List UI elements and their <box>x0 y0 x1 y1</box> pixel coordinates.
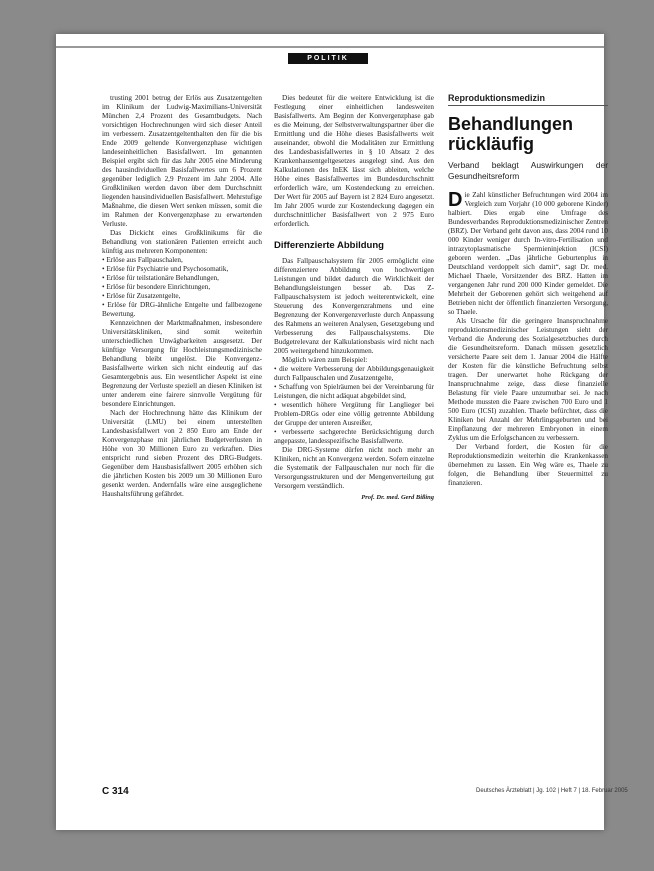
bullet-item: • verbesserte sachgerechte Berücksichtigung durch angepasste, landesspezifische Basisfallwerte. <box>274 428 434 445</box>
drop-cap: D <box>448 189 463 211</box>
bullet-item: • Erlöse für Zusatzentgelte, <box>102 292 181 300</box>
paragraph: Dies bedeutet für die weitere Entwicklung ist die Festlegung einer einheitlichen landesweiten Basisfallwerts. Am Beginn der Konvergenzphase gab es die Meinung, der Selbstverwaltungspartner über die Ermittlung und die Höhe dieses Basisfallwerts weit auseinander, obwohl die Modalitäten zur Ermittlung des Landesbasisfallwertes in § 10 Absatz 2 des Krankenhausentgeltgesetzes ausgelegt sind. Aus den Kalkulationen des InEK lässt sich ableiten, welche Höhe eines Basisfallwertes im Bundesdurchschnitt erforderlich wäre, um Kostendeckung zu erreichen. Der Wert für 2005 auf Bayern ist 2 824 Euro angesetzt. Im Jahr 2005 wurde zur Kostendeckung dagegen ein durchschnittlicher Basisfallwert von 2 975 Euro erforderlich. <box>274 94 434 228</box>
article-kicker: Reproduktionsmedizin <box>448 94 608 106</box>
bullet-item: • Erlöse aus Fallpauschalen, <box>102 256 183 264</box>
author-signature: Prof. Dr. med. Gerd Bißing <box>361 494 434 501</box>
column-2 <box>274 94 434 794</box>
article-deck: Verband beklagt Auswirkungen der Gesundheitsreform <box>448 160 608 181</box>
bullet-item: • Erlöse für besondere Einrichtungen, <box>102 283 211 291</box>
paragraph: Das Fallpauschalsystem für 2005 ermöglicht eine differenziertere Abbildung von hochwertigen Leistungen und bildet dadurch die Wirklichkeit der Behandlungsleistungen besser ab. Das Z-Fallpauschalsystem ist jedoch weiterentwickelt, eine Steuerung des Konvergenzrahmens und eine Begrenzung der Konvergenzverluste durch Anpassung des Rahmens an weiteren Analysen, Gesetzgebung und Verbesserung des Fallpauschalsystems. Die Budgetrelevanz der Kalkulationsbasis wird nicht nach 2005 weitergehend hinzukommen. <box>274 257 434 355</box>
top-rule <box>56 46 604 48</box>
column-3 <box>448 94 608 794</box>
column-1 <box>102 94 262 784</box>
bullet-item: • Erlöse für Psychiatrie und Psychosomatik, <box>102 265 229 273</box>
bullet-item: • Erlöse für DRG-ähnliche Entgelte und fallbezogene Bewertung. <box>102 301 262 318</box>
paragraph: Die DRG-Systeme dürfen nicht noch mehr an Kliniken, nicht an Konvergenz werden. Sofern einzelne die Systematik der Fallpauschalen nur noch für die Versorgungsstrukturen und der Mengenverteilung gut Versorgern verständlich. <box>274 446 434 490</box>
journal-page <box>56 34 628 830</box>
bullet-item: • die weitere Verbesserung der Abbildungsgenauigkeit durch Fallpauschalen und Zusatzentgelte, <box>274 365 434 382</box>
article-headline: Behandlungen rückläufig <box>448 114 573 154</box>
paragraph: Nach der Hochrechnung hätte das Klinikum der Universität (LMU) bei einem unterstellten Landesbasisfallwert von 2 850 Euro am Ende der Konvergenzphase mit jährlichen Budgetverlusten in Höhe von 30 Millionen Euro zu verkraften. Dies entspricht rund sieben Prozent des DRG-Budgets. Gegenüber dem Hausbasisfallwert 2005 erhöhen sich die jährlichen Kosten bis 2009 um 30 Millionen Euro gesenkt werden. Andernfalls wäre eine ausgeglichene Haushaltsführung gefährdet. <box>102 409 262 498</box>
bullet-item: • Schaffung von Spielräumen bei der Vereinbarung für Leistungen, die nicht adäquat abgebildet sind, <box>274 383 434 400</box>
bullet-item: • wesentlich höhere Vergütung für Langlieger bei Problem-DRGs oder eine völlig getrennte Abbildung der Gruppe der unteren Ausreißer, <box>274 401 434 427</box>
bullet-item: • Erlöse für teilstationäre Behandlungen, <box>102 274 219 282</box>
section-label: POLITIK <box>288 53 368 64</box>
paragraph: Möglich wären zum Beispiel: <box>282 356 368 364</box>
paragraph: Kennzeichnen der Marktmaßnahmen, insbesondere Universitätskliniken, sind somit weiterhin unterschiedlichen Unwägbarkeiten ausgesetzt. Der künftige Versorgung für Hochleistungsmedizinische Behandlung bleibt ungelöst. Die Konvergenz-Basisfallwerte wirken sich nicht eindeutig auf das Gesamtergebnis aus. Ein wesentlicher Aspekt ist eine Begrenzung der Verluste speziell an diesen Kliniken ist unter anderem eine fairere sinnvolle Vergütung für besondere Einrichtungen. <box>102 319 262 408</box>
paragraph: Als Ursache für die geringere Inanspruchnahme reproduktionsmedizinischer Leistungen sieht der Verband die Änderung des Sozialgesetzbuches durch die Gesundheitsreform. Danach müssen gesetzlich versicherte Paare seit dem 1. Januar 2004 die Hälfte der Kosten für die künstliche Befruchtung selbst tragen. Der unerwartet hohe Rückgang der Inanspruchnahme zeige, dass diese finanzielle Belastung für viele Paare unzumutbar sei. Je nach Methode mussten die Paare zwischen 700 Euro und 1 500 Euro (ICSI) zuzahlen. Thaele befürchtet, dass die Kliniken bei Anzahl der Mehrlingsgeburten und bei Einpflanzung der mehreren Embryonen in einem Zyklus um die Erfolgschancen zu verbessern. <box>448 317 608 442</box>
paragraph: Das Dickicht eines Großklinikums für die Behandlung von stationären Patienten erreicht auch künftig aus mehreren Komponenten: <box>102 229 262 255</box>
paragraph: Der Verband fordert, die Kosten für die Reproduktionsmedizin weiterhin die Krankenkassen übernehmen zu lassen. Ein Weg wäre es, Thaele zu folgen, die Behandlung über Steuermittel zu finanzieren. <box>448 443 608 487</box>
journal-citation: Deutsches Ärzteblatt | Jg. 102 | Heft 7 | 18. Februar 2005 <box>476 788 628 794</box>
page-number: C 314 <box>102 786 129 797</box>
subheading: Differenzierte Abbildung <box>274 240 384 251</box>
paragraph: trusting 2001 betrug der Erlös aus Zusatzentgelten im Klinikum der Ludwig-Maximilians-Universität München 2,4 Prozent des Gesamtbudgets. Nach vorsichtigen Hochrechnungen wird sich dieser Anteil im verbessern. Zusatzentgeltenthalten den für die bis Ende 2009 geltende Konvergenzphase wichtigen landeseinheitlichen Basisfallwert. Im genannten Beispiel ergibt sich für das Jahr 2005 eine Minderung des hausindividuellen Basisfallwertes um 6 Prozent gegenüber lediglich 2,9 Prozent im Jahr 2004. Alle Großkliniken werden davon über dem Durchschnitt liegenden hausindividuellen Basisfallwert. Mehrstufige Maßnahme, die diesen Wert senken müssen, somit die im Rahmen der Konvergenzphase zu erwartenden Verluste. <box>102 94 262 228</box>
paragraph: Die Zahl künstlicher Befruchtungen wird 2004 im Vergleich zum Vorjahr (10 000 geborene Kinder) halbiert. Dies ergab eine Umfrage des Bundesverbandes Reproduktionsmedizinischer Zentren (BRZ). Der Verband geht davon aus, dass 2004 rund 10 000 Kinder weniger durch In-vitro-Fertilisation und intrazytoplasmatische Spermieninjektion (ICSI) geboren werden. „Das jährliche Geburtenplus in Deutschland verdoppelt sich damit“, sagt Dr. med. Michael Thaele, Vorsitzender des BRZ. Hatten im vergangenen Jahr rund 200 000 Kinder gemeldet. Die Mehrheit der Geborenen gehört sich weitgehend auf Betrieben nicht der öffentlich finanzierten Versorgung, so Thaele. <box>448 189 608 316</box>
